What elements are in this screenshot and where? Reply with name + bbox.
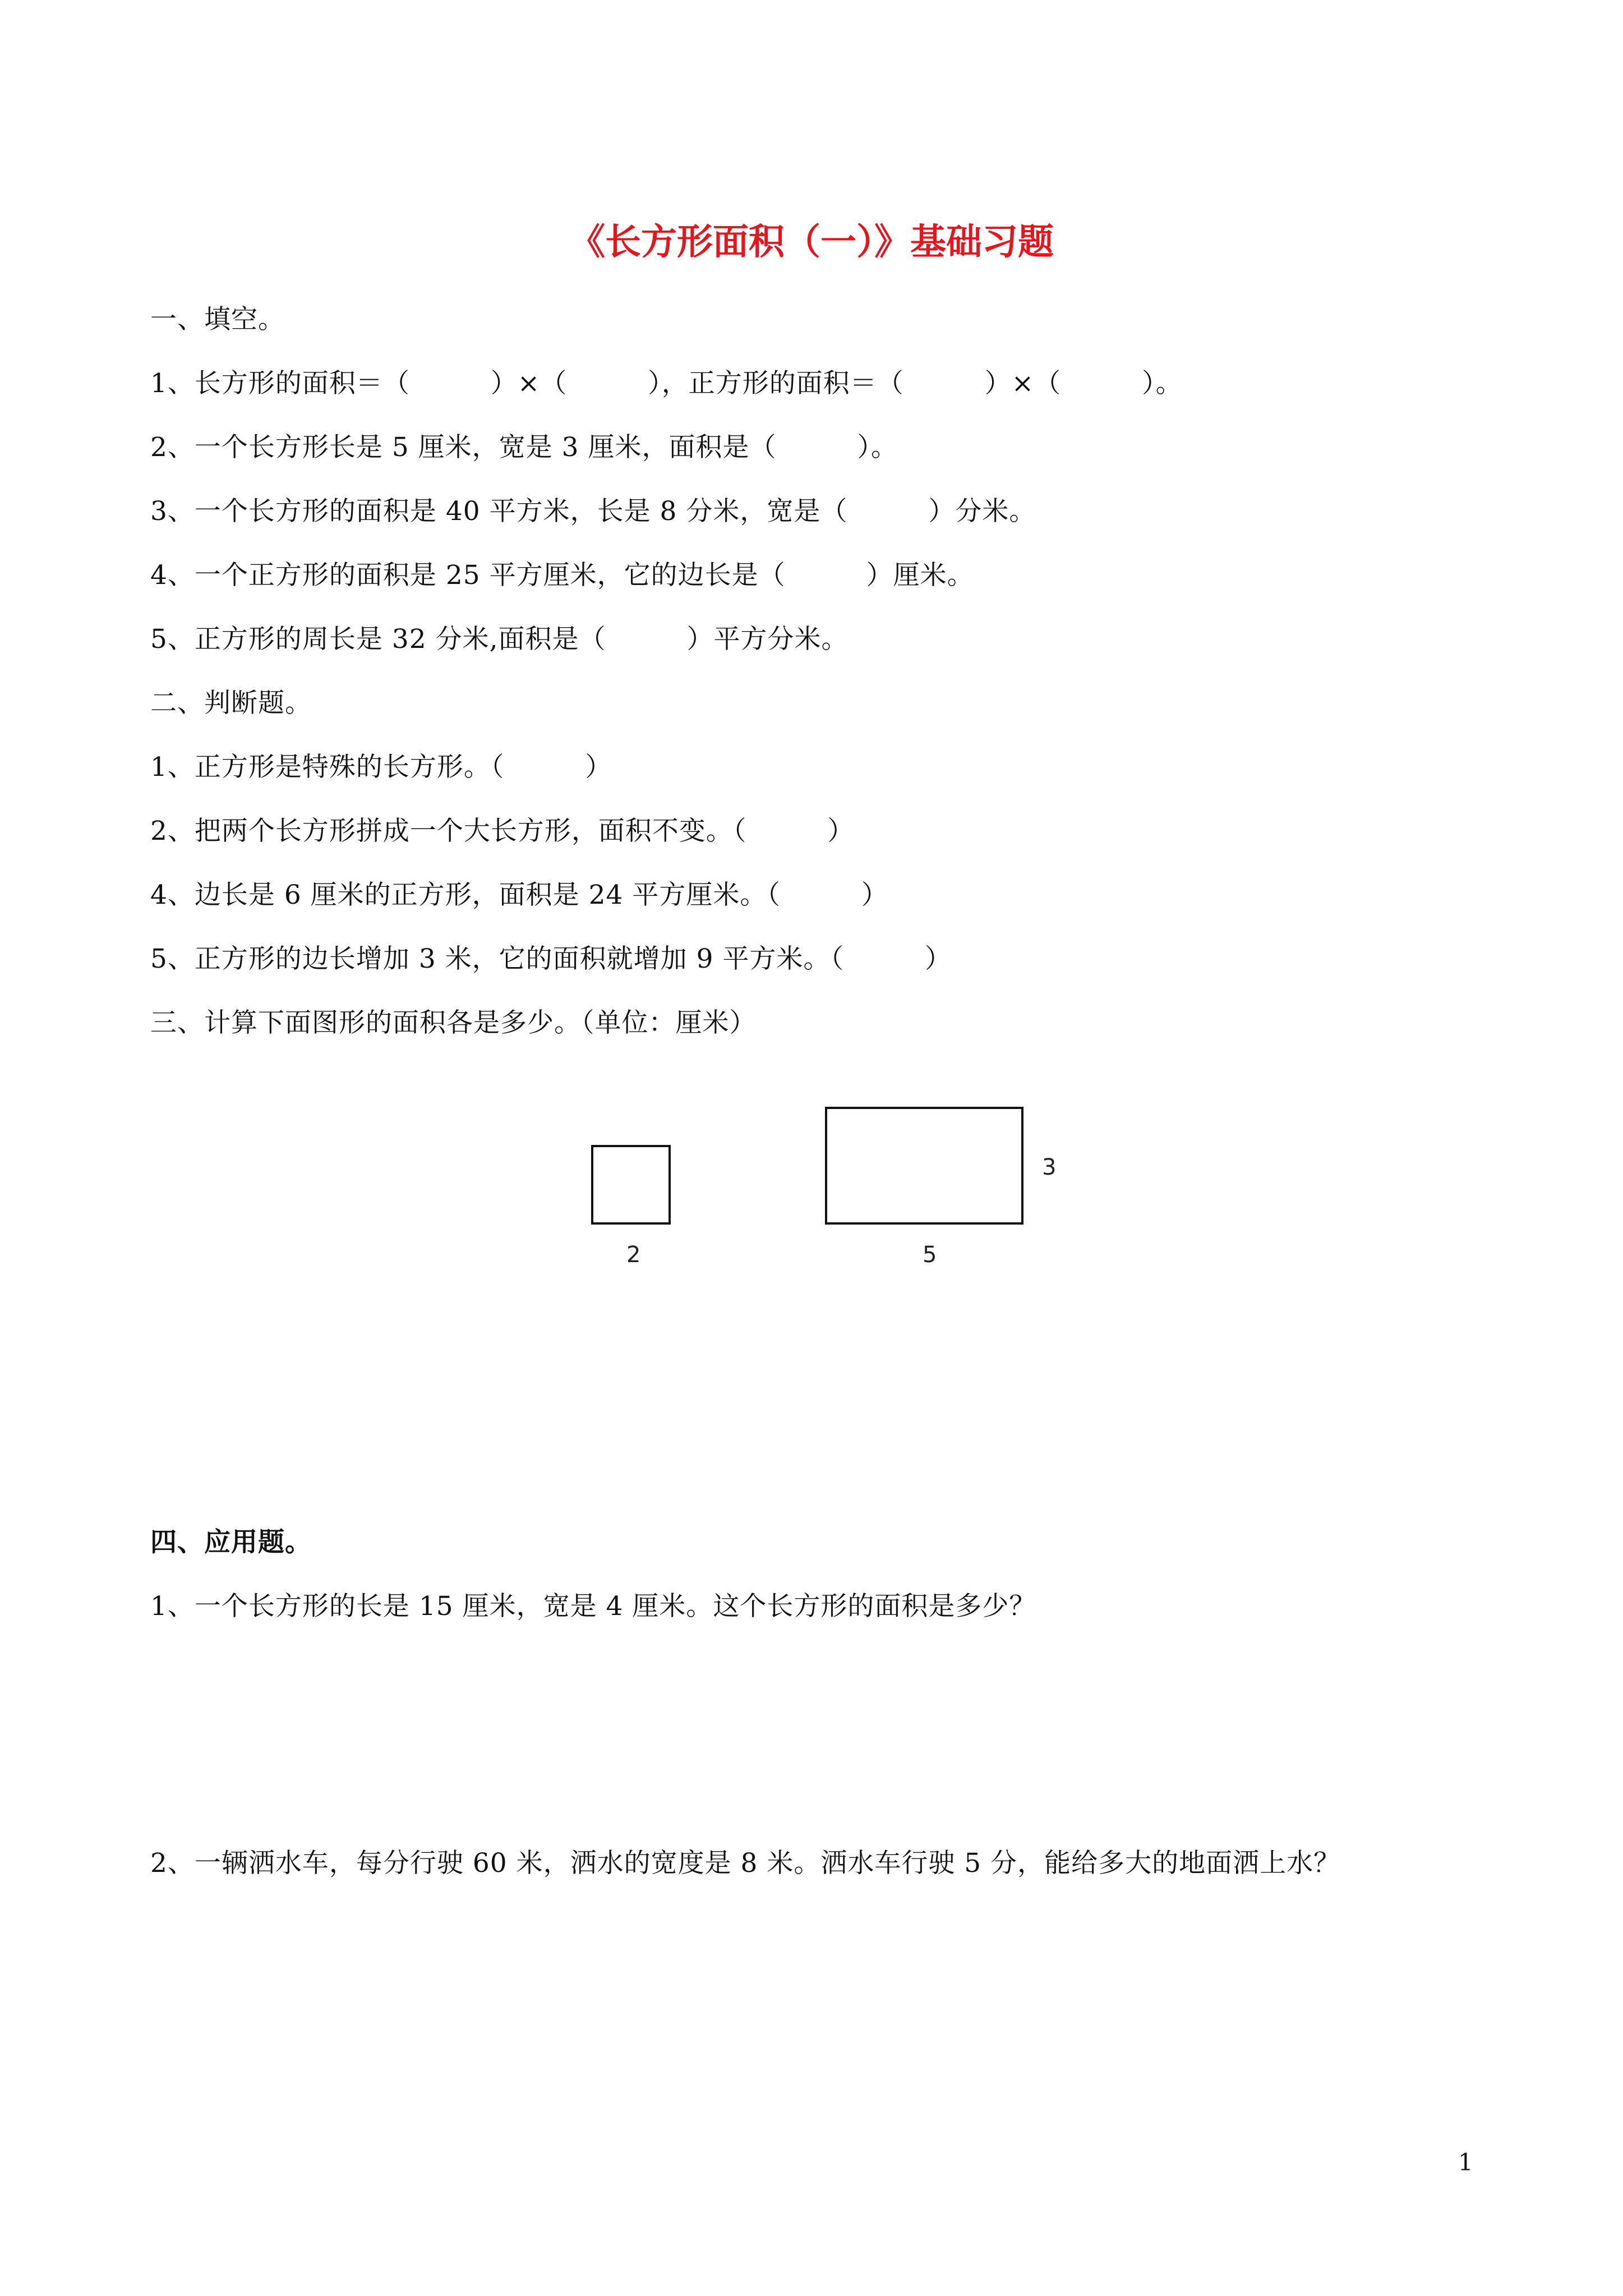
rectangle-width-label: 5 bbox=[923, 1242, 937, 1268]
square-side-label: 2 bbox=[626, 1242, 641, 1268]
true-false-question-2: 2、把两个长方形拼成一个大长方形，面积不变。（ ） bbox=[150, 816, 855, 846]
rectangle-height-label: 3 bbox=[1042, 1154, 1057, 1180]
true-false-question-1: 1、正方形是特殊的长方形。（ ） bbox=[150, 752, 612, 783]
fill-blank-question-1: 1、长方形的面积＝（ ）×（ ），正方形的面积＝（ ）×（ ）。 bbox=[150, 368, 1183, 399]
square-figure bbox=[592, 1146, 670, 1223]
section-4-heading: 四、应用题。 bbox=[150, 1527, 312, 1558]
fill-blank-question-2: 2、一个长方形长是 5 厘米，宽是 3 厘米，面积是（ ）。 bbox=[150, 432, 898, 463]
true-false-question-4: 4、边长是 6 厘米的正方形，面积是 24 平方厘米。（ ） bbox=[150, 880, 888, 910]
word-problem-2: 2、一辆洒水车，每分行驶 60 米，洒水的宽度是 8 米。洒水车行驶 5 分，能给多大的地面洒上水？ bbox=[150, 1848, 1341, 1879]
fill-blank-question-3: 3、一个长方形的面积是 40 平方米，长是 8 分米，宽是（ ）分米。 bbox=[150, 496, 1036, 527]
page-title: 《长方形面积（一）》基础习题 bbox=[569, 221, 1054, 263]
rectangle-figure bbox=[826, 1108, 1022, 1223]
section-3-heading: 三、计算下面图形的面积各是多少。（单位：厘米） bbox=[150, 1007, 757, 1038]
fill-blank-question-5: 5、正方形的周长是 32 分米,面积是（ ）平方分米。 bbox=[150, 624, 849, 655]
page-number: 1 bbox=[1458, 2148, 1473, 2176]
true-false-question-5: 5、正方形的边长增加 3 米，它的面积就增加 9 平方米。（ ） bbox=[150, 944, 952, 974]
section-1-heading: 一、填空。 bbox=[150, 304, 285, 335]
fill-blank-question-4: 4、一个正方形的面积是 25 平方厘米，它的边长是（ ）厘米。 bbox=[150, 560, 974, 591]
area-figures bbox=[0, 1083, 1623, 1296]
word-problem-1: 1、一个长方形的长是 15 厘米，宽是 4 厘米。这个长方形的面积是多少？ bbox=[150, 1591, 1036, 1622]
section-2-heading: 二、判断题。 bbox=[150, 688, 312, 719]
